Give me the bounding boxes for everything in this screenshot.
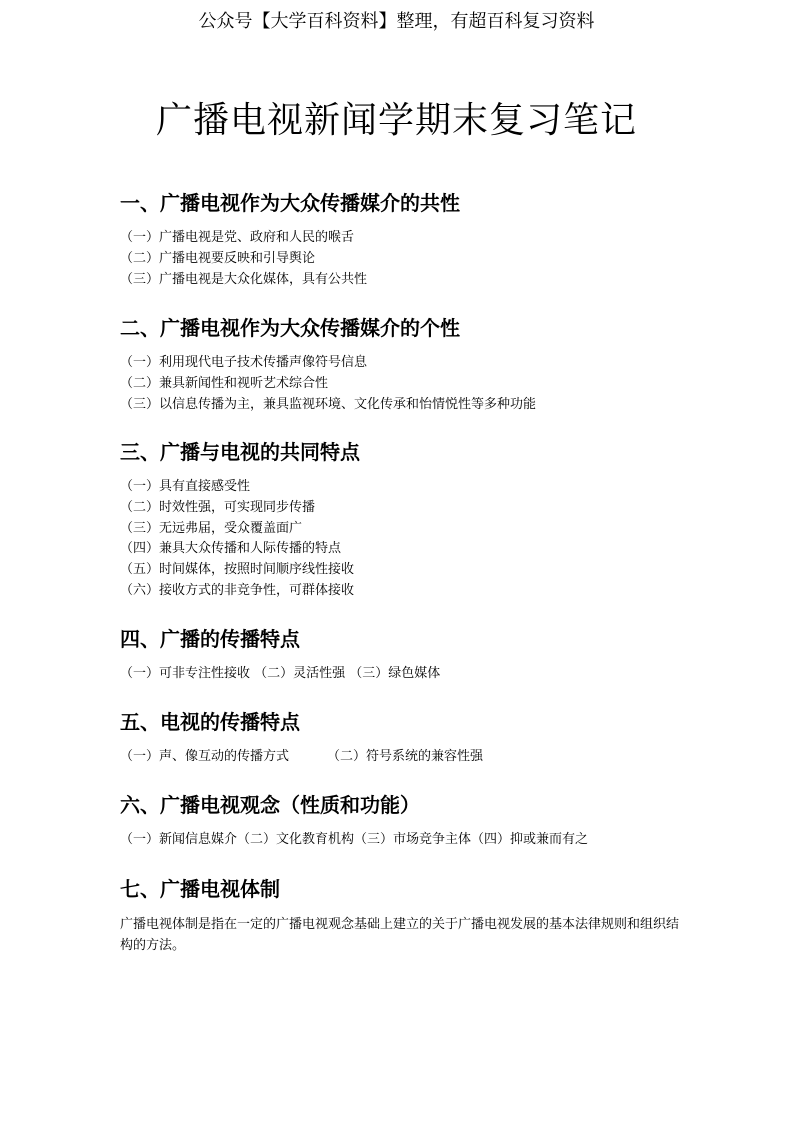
section-6 bbox=[120, 792, 700, 851]
section-5 bbox=[120, 709, 700, 768]
section-3 bbox=[120, 439, 700, 602]
list-item: （一）新闻信息媒介（二）文化教育机构（三）市场竞争主体（四）抑或兼而有之 bbox=[120, 832, 589, 847]
section-1 bbox=[120, 190, 700, 290]
list-item: （一）广播电视是党、政府和人民的喉舌 bbox=[120, 230, 355, 245]
list-item: （一）具有直接感受性 bbox=[120, 479, 251, 494]
list-item: （二）广播电视要反映和引导舆论 bbox=[120, 250, 316, 266]
list-item-part: （二）符号系统的兼容性强 bbox=[327, 749, 484, 764]
list-item bbox=[120, 747, 700, 768]
section-heading: 六、广播电视观念（性质和功能） bbox=[120, 793, 420, 817]
list-item: （三）无远弗届，受众覆盖面广 bbox=[120, 520, 303, 536]
body-paragraph: 广播电视体制是指在一定的广播电视观念基础上建立的关于广播电视发展的基本法律规则和组织结构的方法。 bbox=[120, 917, 680, 953]
section-heading: 五、电视的传播特点 bbox=[120, 710, 300, 734]
section-heading: 一、广播电视作为大众传播媒介的共性 bbox=[120, 191, 460, 215]
list-item: （一）利用现代电子技术传播声像符号信息 bbox=[120, 355, 368, 370]
list-item: （四）兼具大众传播和人际传播的特点 bbox=[120, 541, 342, 557]
section-7 bbox=[120, 876, 700, 956]
section-heading: 四、广播的传播特点 bbox=[120, 627, 300, 651]
list-item: （二）兼具新闻性和视听艺术综合性 bbox=[120, 375, 329, 391]
list-item: （三）广播电视是大众化媒体，具有公共性 bbox=[120, 271, 368, 287]
list-item: （三）以信息传播为主，兼具监视环境、文化传承和怡情悦性等多种功能 bbox=[120, 396, 537, 412]
header-note: 公众号【大学百科资料】整理，有超百科复习资料 bbox=[198, 11, 595, 32]
section-4 bbox=[120, 626, 700, 685]
section-2 bbox=[120, 315, 700, 415]
list-item: （五）时间媒体，按照时间顺序线性接收 bbox=[120, 562, 355, 578]
list-item: （一）可非专注性接收 （二）灵活性强 （三）绿色媒体 bbox=[120, 666, 441, 681]
list-item-part: （一）声、像互动的传播方式 bbox=[120, 749, 290, 764]
list-item: （六）接收方式的非竞争性，可群体接收 bbox=[120, 582, 355, 598]
list-item: （二）时效性强，可实现同步传播 bbox=[120, 499, 316, 515]
section-heading: 七、广播电视体制 bbox=[120, 877, 280, 901]
section-heading: 三、广播与电视的共同特点 bbox=[120, 440, 360, 464]
document-title: 广播电视新闻学期末复习笔记 bbox=[155, 100, 637, 142]
section-heading: 二、广播电视作为大众传播媒介的个性 bbox=[120, 316, 460, 340]
